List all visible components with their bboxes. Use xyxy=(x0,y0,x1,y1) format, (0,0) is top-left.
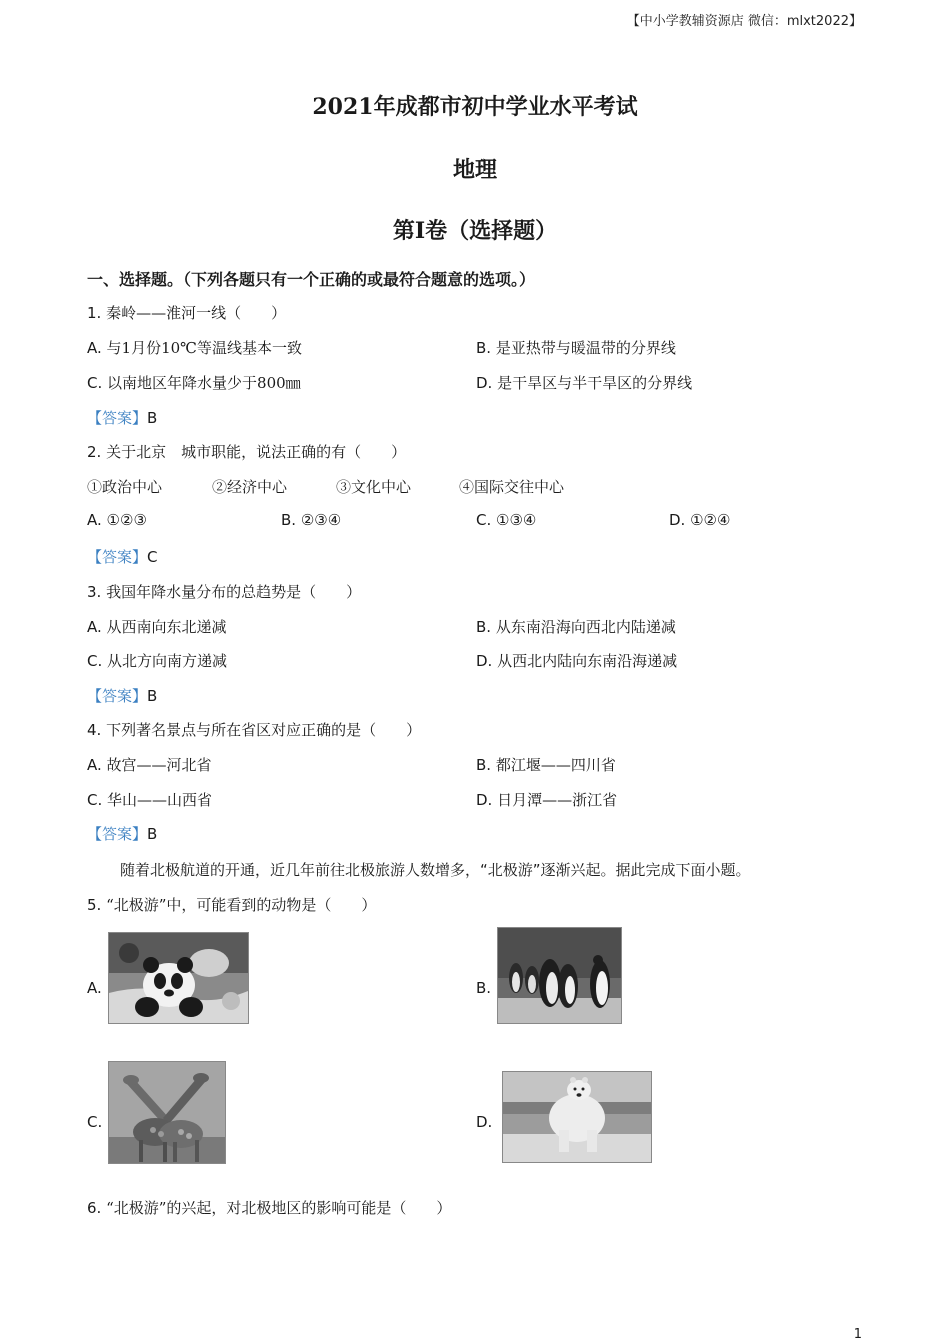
question-stem: 关于北京 城市职能，说法正确的有（ ） xyxy=(106,443,407,461)
panda-image xyxy=(108,932,249,1024)
question-number: 5. xyxy=(87,896,102,914)
passage-intro: 随着北极航道的开通，近几年前往北极旅游人数增多，“北极游”逐渐兴起。据此完成下面小题。 xyxy=(120,861,751,879)
question-stem: 我国年降水量分布的总趋势是（ ） xyxy=(106,583,362,601)
q3-option-c: C. 从北方向南方递减 xyxy=(87,652,228,670)
q4-option-c: C. 华山——山西省 xyxy=(87,791,213,809)
q1-option-a: A. 与1月份10℃等温线基本一致 xyxy=(87,339,302,357)
question-number: 1. xyxy=(87,304,102,322)
question-6 xyxy=(87,1197,451,1218)
q1-option-b: B. 是亚热带与暖温带的分界线 xyxy=(476,339,676,357)
question-4 xyxy=(87,719,421,740)
q5-option-a-label: A. xyxy=(87,979,102,997)
subject-title: 地理 xyxy=(452,157,497,183)
section-heading: 一、选择题。（下列各题只有一个正确的或最符合题意的选项。） xyxy=(87,270,536,289)
q4-option-b: B. 都江堰——四川省 xyxy=(476,756,616,774)
q1-option-c: C. 以南地区年降水量少于800㎜ xyxy=(87,374,301,392)
question-number: 2. xyxy=(87,443,102,461)
q2-option-a: A. ①②③ xyxy=(87,511,147,529)
q4-option-d: D. 日月潭——浙江省 xyxy=(476,791,618,809)
question-stem: “北极游”中，可能看到的动物是（ ） xyxy=(106,896,377,914)
question-number: 4. xyxy=(87,721,102,739)
q2-item-3: ③文化中心 xyxy=(336,478,412,496)
question-stem: “北极游”的兴起，对北极地区的影响可能是（ ） xyxy=(106,1199,452,1217)
q3-option-a: A. 从西南向东北递减 xyxy=(87,618,227,636)
volume-title: 第Ⅰ卷（选择题） xyxy=(392,218,558,244)
q2-item-4: ④国际交往中心 xyxy=(459,478,565,496)
q3-option-b: B. 从东南沿海向西北内陆递减 xyxy=(476,618,676,636)
q4-answer: 【答案】B xyxy=(87,825,158,843)
question-5 xyxy=(87,894,376,915)
q4-option-a: A. 故宫——河北省 xyxy=(87,756,212,774)
q5-option-d-label: D. xyxy=(476,1113,493,1131)
polar-bear-image xyxy=(502,1071,652,1163)
q2-option-b: B. ②③④ xyxy=(281,511,342,529)
q1-option-d: D. 是干旱区与半干旱区的分界线 xyxy=(476,374,693,392)
q2-item-2: ②经济中心 xyxy=(212,478,288,496)
q3-option-d: D. 从西北内陆向东南沿海递减 xyxy=(476,652,678,670)
q2-answer: 【答案】C xyxy=(87,548,158,566)
question-1 xyxy=(87,302,286,323)
exam-title: 2021年成都市初中学业水平考试 xyxy=(312,94,638,120)
q2-option-c: C. ①③④ xyxy=(476,511,537,529)
q5-option-c-label: C. xyxy=(87,1113,103,1131)
q2-option-d: D. ①②④ xyxy=(669,511,731,529)
q1-answer: 【答案】B xyxy=(87,409,158,427)
question-2 xyxy=(87,441,406,462)
question-3 xyxy=(87,581,361,602)
question-stem: 下列著名景点与所在省区对应正确的是（ ） xyxy=(106,721,422,739)
question-stem: 秦岭——淮河一线（ ） xyxy=(106,304,287,322)
q2-item-1: ①政治中心 xyxy=(87,478,163,496)
question-number: 3. xyxy=(87,583,102,601)
question-number: 6. xyxy=(87,1199,102,1217)
giraffe-image xyxy=(108,1061,226,1164)
page-header-watermark: 【中小学教辅资源店 微信：mlxt2022】 xyxy=(626,14,862,29)
penguin-image xyxy=(497,927,622,1024)
q5-option-b-label: B. xyxy=(476,979,492,997)
q3-answer: 【答案】B xyxy=(87,687,158,705)
page-number: 1 xyxy=(853,1327,862,1342)
